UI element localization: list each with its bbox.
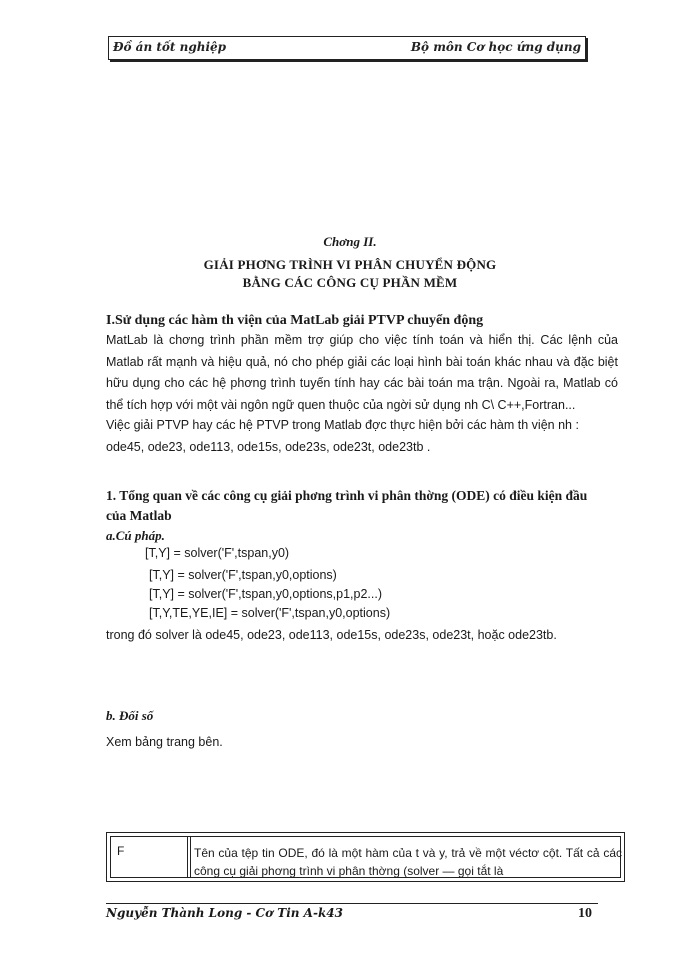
- solver-note: trong đó solver là ode45, ode23, ode113, ode15s, ode23s, ode23t, hoặc ode23tb.: [106, 628, 557, 642]
- code-line: [T,Y,TE,YE,IE] = solver('F',tspan,y0,options): [149, 606, 391, 620]
- table-cell-name: F: [117, 844, 125, 858]
- chapter-label: Chơng II.: [323, 234, 377, 249]
- code-line: [T,Y] = solver('F',tspan,y0): [145, 546, 290, 560]
- paragraph-functions: Việc giải PTVP hay các hệ PTVP trong Matlab đợc thực hiện bởi các hàm th viện nh : ode45, ode23, ode113, ode15s, ode23s, ode23t, ode23tb .: [106, 418, 579, 454]
- syntax-label: a.Cú pháp.: [106, 528, 165, 543]
- see-table-note: Xem bảng trang bên.: [106, 735, 223, 749]
- paragraph-intro: MatLab là chơng trình phần mềm trợ giúp cho việc tính toán và hiển thị. Các lệnh của Matlab rất mạnh và hiệu quả, nó cho phép giải các loại hình bài toán khác nhau và đặc biệt hữu dụng cho các hệ phơng trình tuyến tính hay các bài toán ma trận. Ngoài ra, Matlab có thể tích hợp với một vài ngôn ngữ quen thuộc của ngời sử dụng nh C\ C++,Fortran...: [106, 333, 618, 412]
- code-line: [T,Y] = solver('F',tspan,y0,options,p1,p2...): [149, 587, 383, 601]
- header-right-text: Bộ môn Cơ học ứng dụng: [410, 40, 581, 54]
- table-divider: [190, 837, 191, 877]
- header-left-text: Đồ án tốt nghiệp: [113, 40, 227, 54]
- chapter-title-line1: GIẢI PHƠNG TRÌNH VI PHÂN CHUYỂN ĐỘNG: [203, 257, 497, 272]
- page-number: 10: [578, 906, 592, 921]
- section-title: I.Sử dụng các hàm th viện của MatLab giải PTVP chuyển động: [106, 313, 484, 328]
- arguments-label: b. Đối số: [106, 708, 154, 723]
- table-cell-description: Tên của tệp tin ODE, đó là một hàm của t và y, trả về một véctơ cột. Tất cả các công cụ giải phơng trình vi phân thờng (solver — gọi tắt là: [194, 846, 622, 878]
- footer-rule: [106, 903, 598, 904]
- arguments-table: [106, 832, 625, 882]
- page-header: [108, 36, 586, 60]
- footer-author: Nguyễn Thành Long - Cơ Tin A-k43: [106, 906, 343, 920]
- code-line: [T,Y] = solver('F',tspan,y0,options): [149, 568, 337, 582]
- chapter-title-line2: BẰNG CÁC CÔNG CỤ PHẦN MỀM: [242, 275, 458, 290]
- table-divider: [187, 837, 188, 877]
- subsection-title: 1. Tổng quan về các công cụ giải phơng trình vi phân thờng (ODE) có điều kiện đầu của Matlab: [106, 488, 588, 523]
- table-inner-border: [110, 836, 621, 878]
